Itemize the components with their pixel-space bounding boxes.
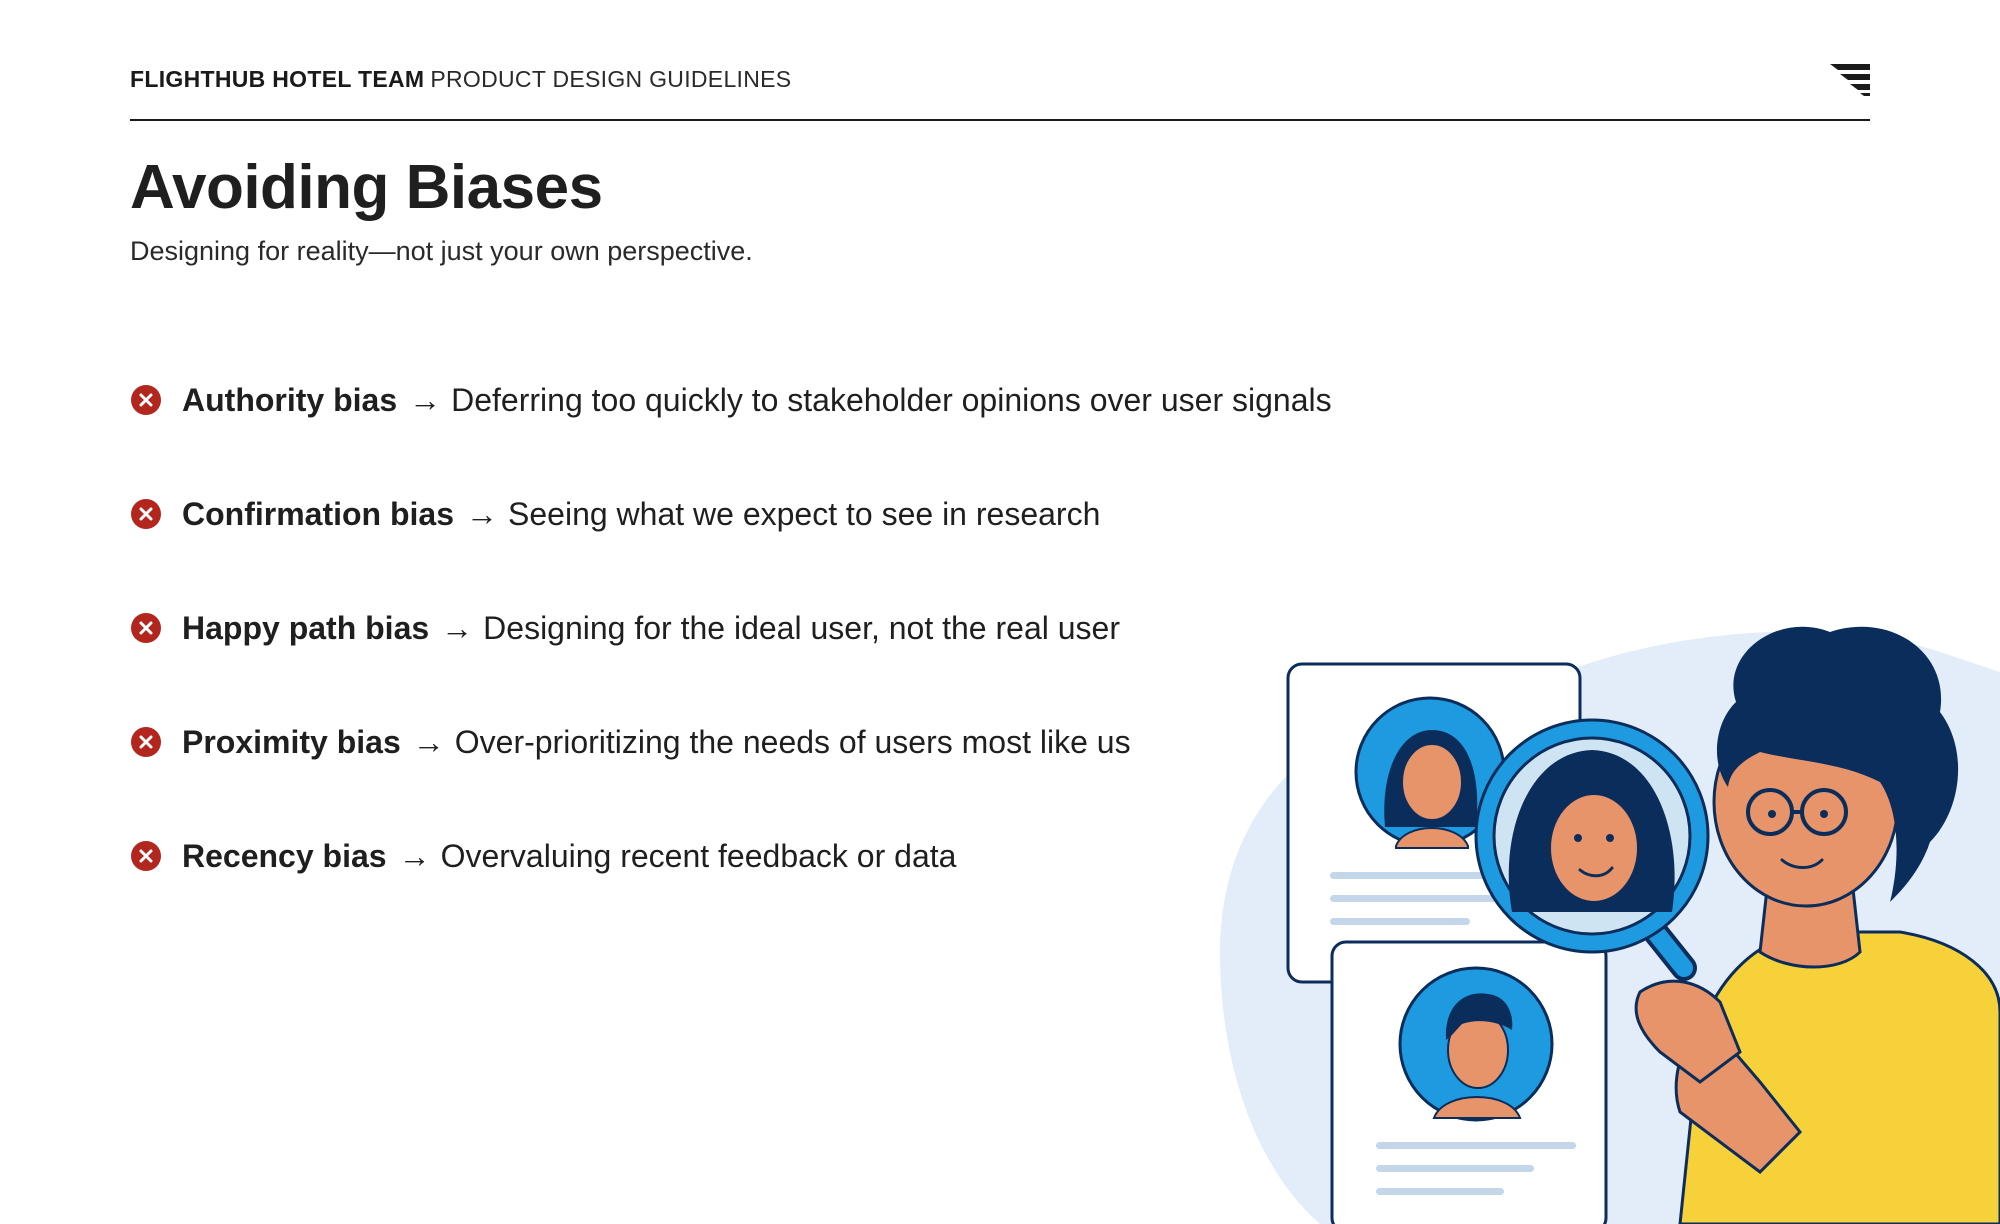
bias-description: Deferring too quickly to stakeholder opinions over user signals	[451, 381, 1332, 418]
bias-term: Authority bias	[182, 381, 398, 418]
list-item	[130, 722, 1332, 762]
bias-description: Designing for the ideal user, not the real user	[483, 609, 1120, 646]
bias-term: Confirmation bias	[182, 495, 455, 532]
team-name: FLIGHTHUB HOTEL TEAM	[130, 65, 425, 92]
header-divider	[130, 119, 1870, 121]
header-text	[130, 66, 791, 93]
arrow: →	[409, 381, 442, 418]
list-item	[130, 608, 1332, 648]
section-name: PRODUCT DESIGN GUIDELINES	[430, 65, 792, 92]
bias-description: Overvaluing recent feedback or data	[440, 837, 957, 874]
bias-term: Proximity bias	[182, 723, 401, 760]
bias-term: Happy path bias	[182, 609, 430, 646]
list-item	[130, 836, 1332, 876]
arrow: →	[466, 495, 499, 532]
arrow: →	[412, 723, 445, 760]
error-x-icon	[130, 612, 162, 644]
bias-description: Seeing what we expect to see in research	[508, 495, 1101, 532]
error-x-icon	[130, 726, 162, 758]
page-title: Avoiding Biases	[130, 153, 603, 222]
bias-description: Over-prioritizing the needs of users most like us	[454, 723, 1131, 760]
bias-list	[130, 380, 1332, 950]
list-item	[130, 494, 1332, 534]
error-x-icon	[130, 498, 162, 530]
error-x-icon	[130, 384, 162, 416]
page-subtitle: Designing for reality—not just your own perspective.	[130, 236, 753, 266]
slide-header	[130, 62, 1870, 96]
researcher-magnifier-illustration	[1200, 612, 2000, 1224]
flighthub-wing-logo-icon	[1830, 62, 1870, 96]
error-x-icon	[130, 840, 162, 872]
list-item	[130, 380, 1332, 420]
arrow: →	[441, 609, 474, 646]
bias-term: Recency bias	[182, 837, 387, 874]
arrow: →	[398, 837, 431, 874]
